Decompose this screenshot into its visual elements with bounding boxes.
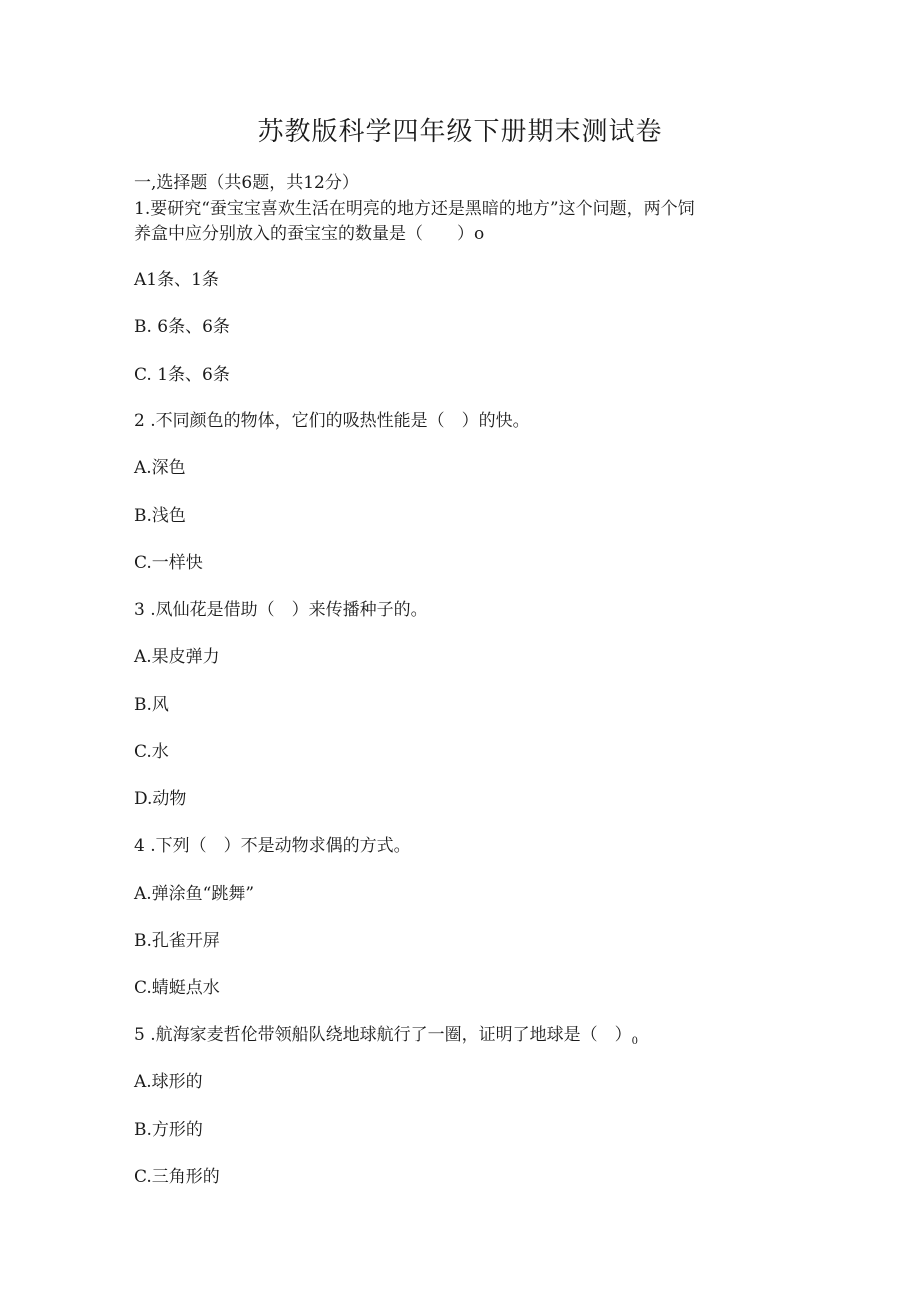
question-2-stem: 2 .不同颜色的物体，它们的吸热性能是（ ）的快。	[134, 411, 530, 431]
question-5-stem-text: 5 .航海家麦哲伦带领船队绕地球航行了一圈，证明了地球是（ ）	[134, 1025, 632, 1045]
page-title: 苏教版科学四年级下册期末测试卷	[257, 117, 663, 147]
question-1-option-b: B. 6条、6条	[134, 317, 230, 337]
question-1-stem-line-1: 1.要研究“蚕宝宝喜欢生活在明亮的地方还是黑暗的地方”这个问题，两个饲	[134, 199, 695, 219]
question-1-option-c: C. 1条、6条	[134, 365, 230, 385]
question-5-stem	[134, 1023, 794, 1054]
question-3-option-c: C.水	[134, 742, 169, 762]
question-2-option-c: C.一样快	[134, 553, 203, 573]
question-1-stem-line-2: 养盒中应分别放入的蚕宝宝的数量是（ ）o	[134, 224, 485, 244]
section-header: 一,选择题（共6题，共12分）	[134, 173, 359, 193]
question-5-option-c: C.三角形的	[134, 1167, 220, 1187]
question-1-option-a: A1条、1条	[134, 270, 219, 290]
question-4-stem: 4 .下列（ ）不是动物求偶的方式。	[134, 836, 411, 856]
question-2-option-b: B.浅色	[134, 506, 186, 526]
question-3-option-d: D.动物	[134, 789, 187, 809]
question-5-option-a: A.球形的	[134, 1072, 203, 1092]
question-2-option-a: A.深色	[134, 458, 186, 478]
question-4-option-a: A.弹涂鱼“跳舞”	[134, 884, 255, 904]
question-3-option-b: B.风	[134, 695, 169, 715]
question-5-stem-suffix: 0	[631, 1036, 638, 1047]
question-3-stem: 3 .凤仙花是借助（ ）来传播种子的。	[134, 600, 428, 620]
question-4-option-c: C.蜻蜓点水	[134, 978, 220, 998]
question-3-option-a: A.果皮弹力	[134, 647, 220, 667]
question-4-option-b: B.孔雀开屏	[134, 931, 220, 951]
question-5-option-b: B.方形的	[134, 1120, 203, 1140]
